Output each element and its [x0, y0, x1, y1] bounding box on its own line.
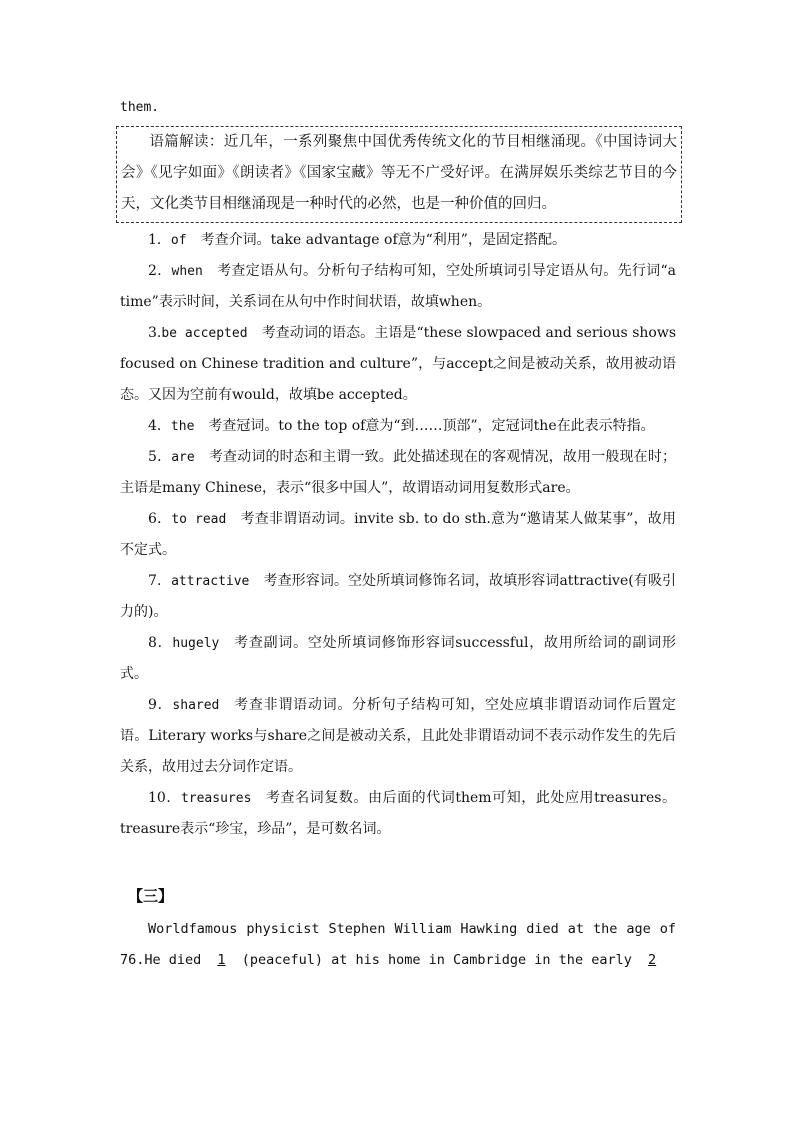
- answer-key: when: [171, 264, 203, 279]
- answer-item: [120, 411, 676, 442]
- passage-intro-paragraph: [121, 127, 677, 220]
- answer-key: be accepted: [161, 326, 248, 341]
- answer-number: 8．: [148, 635, 173, 651]
- answer-explanation: 考查定语从句。分析句子结构可知，空处所填词引导定语从句。先行词“a time”表示时间，关系词在从句中作时间状语，故填when。: [120, 263, 676, 310]
- exercise-text-part1: Worldfamous physicist Stephen William Hawking died at the age of 76.He died: [120, 921, 676, 968]
- answer-key: shared: [172, 698, 220, 713]
- answer-item: [120, 783, 676, 845]
- answer-item: [120, 628, 676, 690]
- answer-list: [120, 225, 676, 845]
- answer-item: [120, 225, 676, 256]
- answer-number: 3.: [148, 325, 162, 341]
- answer-explanation: 考查冠词。to the top of意为“到……顶部”，定冠词the在此表示特指。: [208, 418, 655, 434]
- answer-number: 7．: [148, 573, 172, 589]
- answer-key: the: [170, 419, 195, 434]
- answer-key: hugely: [172, 636, 220, 651]
- answer-key: treasures: [180, 791, 252, 806]
- answer-number: 10．: [148, 790, 181, 806]
- answer-key: to read: [171, 512, 227, 527]
- answer-item: [120, 442, 676, 504]
- answer-number: 6．: [148, 511, 172, 527]
- answer-key: attractive: [171, 574, 250, 589]
- answer-item: [120, 504, 676, 566]
- blank-1[interactable]: 1: [217, 952, 226, 968]
- answer-item: [120, 566, 676, 628]
- answer-explanation: 考查名词复数。由后面的代词them可知，此处应用treasures。treasure表示“珍宝，珍品”，是可数名词。: [120, 790, 676, 837]
- passage-intro-box: [116, 126, 682, 223]
- section-heading: 【三】: [128, 887, 174, 905]
- answer-explanation: 考查形容词。空处所填词修饰名词，故填形容词attractive(有吸引力的)。: [120, 573, 676, 620]
- answer-item: [120, 690, 676, 783]
- answer-number: 1．: [148, 232, 171, 248]
- answer-explanation: 考查动词的时态和主谓一致。此处描述现在的客观情况，故用一般现在时；主语是many Chinese，表示“很多中国人”，故谓语动词用复数形式are。: [120, 449, 676, 496]
- answer-explanation: 考查副词。空处所填词修饰形容词successful，故用所给词的副词形式。: [120, 635, 676, 682]
- exercise-text-part2: (peaceful) at his home in Cambridge in the early: [241, 952, 632, 968]
- passage-intro-label: 语篇解读：: [149, 134, 224, 150]
- document-page: [120, 92, 676, 976]
- exercise-paragraph: [120, 914, 676, 976]
- answer-number: 9．: [148, 697, 173, 713]
- answer-number: 2．: [148, 263, 172, 279]
- answer-item: [120, 256, 676, 318]
- answer-explanation: 考查介词。take advantage of意为“利用”，是固定搭配。: [200, 232, 566, 248]
- answer-explanation: 考查非谓语动词。invite sb. to do sth.意为“邀请某人做某事”，故用不定式。: [120, 511, 676, 558]
- answer-key: are: [171, 450, 195, 465]
- answer-number: 4．: [148, 418, 171, 434]
- answer-number: 5．: [148, 449, 172, 465]
- answer-item: [120, 318, 676, 411]
- answer-explanation: 考查动词的语态。主语是“these slowpaced and serious shows focused on Chinese tradition and culture”，与accept之间是被动关系，故用被动语态。又因为空前有would，故填be accepted。: [120, 325, 676, 403]
- top-fragment: them.: [120, 100, 160, 115]
- blank-2[interactable]: 2: [647, 952, 657, 968]
- passage-intro-text: 近几年，一系列聚焦中国优秀传统文化的节目相继涌现。《中国诗词大会》《见字如面》《朗读者》《国家宝藏》等无不广受好评。在满屏娱乐类综艺节目的今天，文化类节目相继涌现是一种时代的必然，也是一种价值的回归。: [121, 134, 678, 212]
- answer-explanation: 考查非谓语动词。分析句子结构可知，空处应填非谓语动词作后置定语。Literary works与share之间是被动关系，且此处非谓语动词不表示动作发生的先后关系，故用过去分词作定语。: [120, 697, 676, 775]
- answer-key: of: [170, 233, 187, 248]
